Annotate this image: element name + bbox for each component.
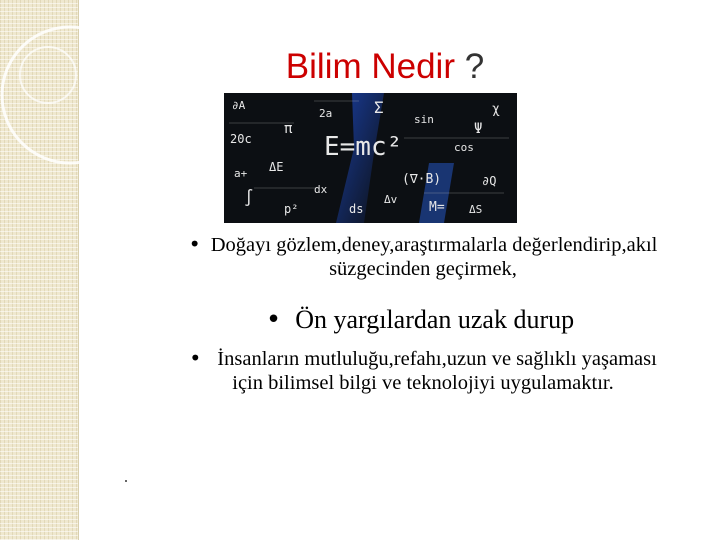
stray-mark <box>125 480 127 482</box>
bullet-item <box>210 305 630 335</box>
bullet-dot: • <box>265 305 282 335</box>
slide-title <box>0 46 720 88</box>
formula-item: Ψ <box>474 121 483 137</box>
bullet-item <box>128 232 718 281</box>
formula-item: M= <box>429 200 445 215</box>
formula-item: ∂A <box>232 99 246 112</box>
formula-item: (∇·B) <box>402 172 442 187</box>
formula-item: χ <box>492 102 500 117</box>
bullet-dot: • <box>189 346 202 370</box>
formula-item: Δv <box>384 193 398 206</box>
bullet-text: İnsanların mutluluğu,refahı,uzun ve sağlıklı yaşaması <box>217 348 657 370</box>
formula-item: p² <box>284 202 299 216</box>
bullet-item <box>128 346 718 395</box>
bullet-text-continuation: süzgecinden geçirmek, <box>329 258 517 280</box>
formula-item: ds <box>349 202 364 216</box>
bullet-line <box>128 232 718 257</box>
bullet-text: Ön yargılardan uzak durup <box>295 305 575 334</box>
formula-item: π <box>284 121 293 137</box>
formula-item: 2a <box>319 107 333 120</box>
formula-item: ∫ <box>244 188 254 207</box>
formula-item: ΔE <box>269 160 284 174</box>
bullet-line <box>128 346 718 371</box>
bullet-text: Doğayı gözlem,deney,araştırmalarla değerlendirip,akıl <box>210 234 658 256</box>
formula-item: sin <box>414 113 434 126</box>
formula-item: Σ <box>374 98 384 117</box>
bullet-dot: • <box>188 232 201 256</box>
formula-item: ΔS <box>469 203 483 216</box>
formula-item: a+ <box>234 167 248 180</box>
formula-item: ∂Q <box>482 174 497 188</box>
formula-item: 20c <box>230 132 252 146</box>
formula-item: cos <box>454 141 474 154</box>
formula-blackboard-image <box>224 93 517 223</box>
formula-main: E=mc² <box>324 132 403 162</box>
bullet-text-continuation: için bilimsel bilgi ve teknolojiyi uygulamaktır. <box>232 372 614 394</box>
title-text: Bilim Nedir <box>285 47 455 86</box>
title-question-mark: ? <box>464 47 485 86</box>
formula-item: dx <box>314 183 328 196</box>
